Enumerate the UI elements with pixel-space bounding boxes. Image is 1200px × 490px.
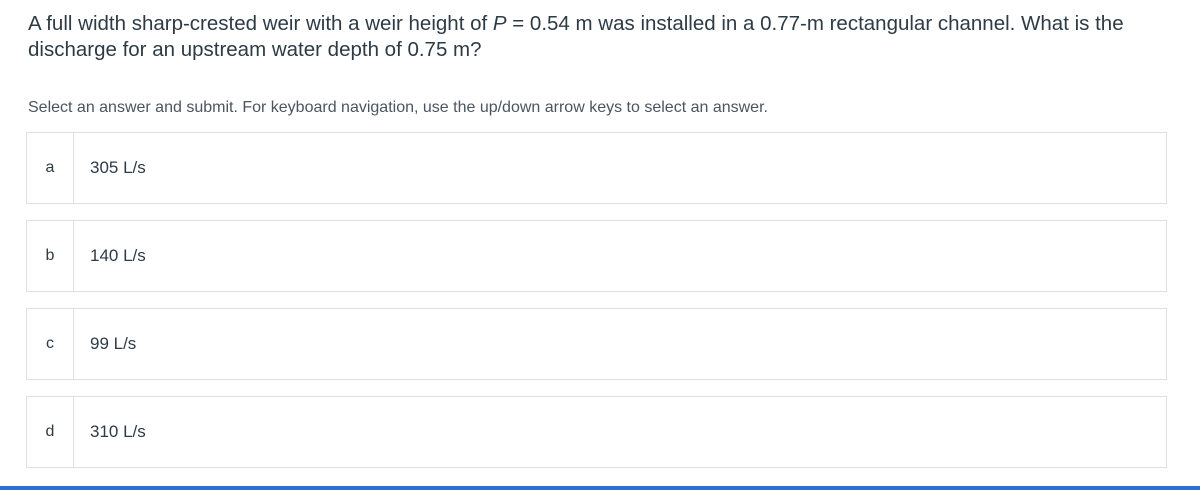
answer-text: 140 L/s [90,246,146,265]
answer-instructions: Select an answer and submit. For keyboard navigation, use the up/down arrow keys to select an answer. [28,99,768,116]
answer-option-c[interactable] [26,308,1167,380]
answer-text: 305 L/s [90,158,146,177]
answer-letter: b [27,221,74,291]
bottom-accent-bar [0,486,1200,490]
answer-option-a[interactable] [26,132,1167,204]
question-part-2: = 0.54 m was installed in a 0.77-m rectangular channel. What is the discharge for an upstream water depth of 0.75 m? [28,12,1124,61]
answer-option-b[interactable] [26,220,1167,292]
question-variable: P [492,12,507,35]
question-text [28,11,1178,63]
answer-text: 99 L/s [90,334,137,353]
answer-letter: a [27,133,74,203]
answer-letter: c [27,309,74,379]
answer-option-d[interactable] [26,396,1167,468]
question-part-1: A full width sharp-crested weir with a weir height of [28,12,493,35]
answer-letter: d [27,397,74,467]
answer-list [26,132,1167,484]
answer-text: 310 L/s [90,422,146,441]
